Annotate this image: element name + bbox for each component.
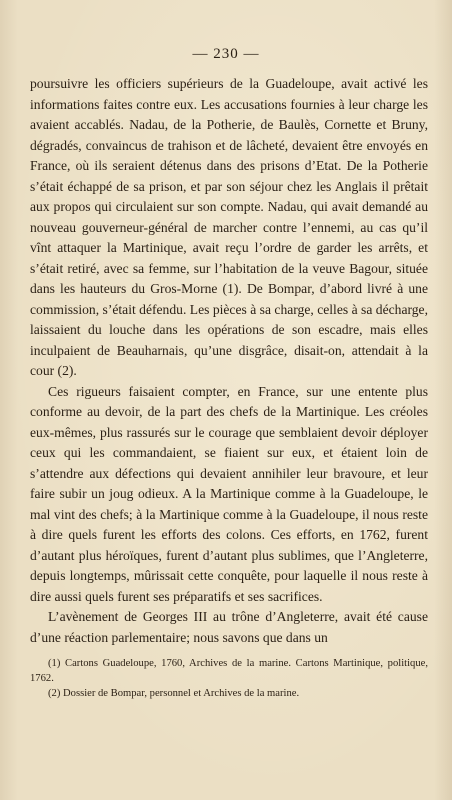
page-number: — 230 — [192, 46, 260, 62]
paragraph-1: poursuivre les officiers supérieurs de la Guadeloupe, avait activé les informations faites contre eux. Les accusations fournies à leur charge les avaient accablés. Nadau, de la Potherie, de Baulès, Cornette et Bruny, dégradés, convaincus de trahison et de lâcheté, devaient être envoyés en France, où ils seraient détenus dans des prisons d’Etat. De la Potherie s’était échappé de sa prison, et par son séjour chez les Anglais il prêtait aux propos qui circulaient sur son compte. Nadau, qui avait demandé au nouveau gouverneur-général de marcher contre l’ennemi, au cas qu’il vînt attaquer la Martinique, avait reçu l’ordre de garder les arrêts, et s’était retiré, avec sa femme, sur l’habitation de la veuve Bagour, située dans les hauteurs du Gros-Morne (1). De Bompar, d’abord livré à une commission, s’était défendu. Les pièces à sa charge, celles à sa décharge, laissaient du louche dans les opérations de son escadre, mais elles inculpaient de Beauharnais, qu’une disgrâce, disait-on, attendait à la cour (2). [30, 76, 428, 378]
body-text [30, 74, 428, 648]
paragraph-2: Ces rigueurs faisaient compter, en France, sur une entente plus conforme au devoir, de la part des chefs de la Martinique. Les créoles eux-mêmes, plus rassurés sur le courage que semblaient devoir déployer ceux qui les commandaient, se fiaient sur eux, et étaient loin de s’attendre aux défections qui devaient annihiler leur bravoure, et leur faire subir un joug odieux. A la Martinique comme à la Guadeloupe, le mal vint des chefs; à la Martinique comme à la Guadeloupe, il nous reste à dire quels furent les efforts des colons. Ces efforts, en 1762, furent d’autant plus héroïques, furent d’autant plus sublimes, que l’Angleterre, depuis longtemps, mûrissait cette conquête, pour laquelle il nous reste à dire aussi quels furent ses préparatifs et ses sacrifices. [30, 383, 428, 604]
footnotes [30, 656, 428, 701]
footnote-2: (2) Dossier de Bompar, personnel et Archives de la marine. [48, 688, 300, 699]
footnote-1: (1) Cartons Guadeloupe, 1760, Archives de la marine. Cartons Martinique, politique, 1762. [30, 658, 428, 684]
paragraph-3: L’avènement de Georges III au trône d’Angleterre, avait été cause d’une réaction parlementaire; nous savons que dans un [30, 609, 428, 645]
